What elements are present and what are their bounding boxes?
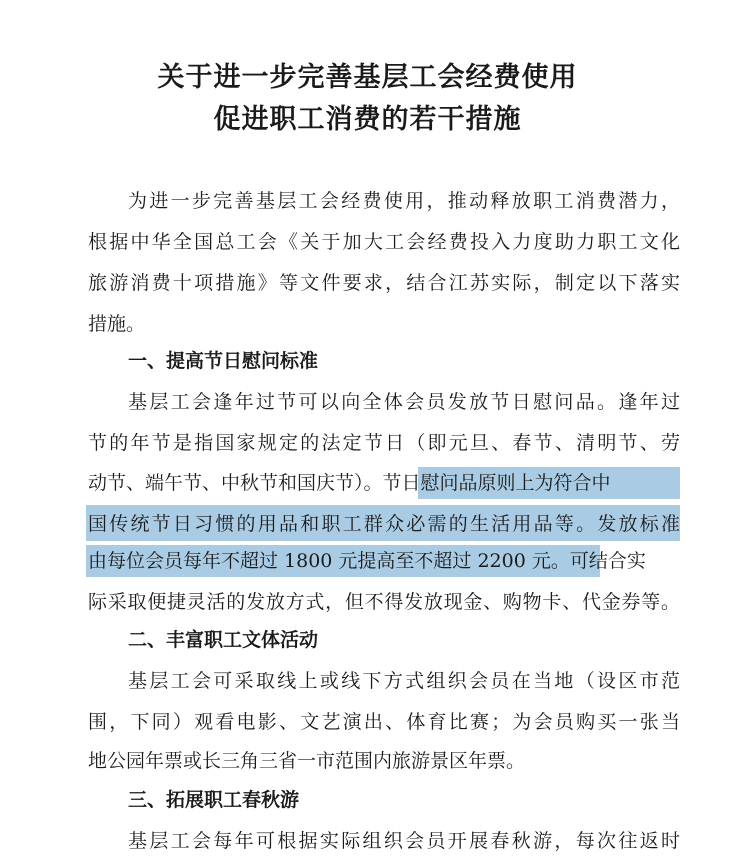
intro-line-2: 根据中华全国总工会《关于加大工会经费投入力度助力职工文化 <box>88 231 680 253</box>
section-1-line-3 <box>88 468 680 498</box>
section-1-line-1: 基层工会逢年过节可以向全体会员发放节日慰问品。逢年过 <box>128 391 680 413</box>
document-title-line-2: 促进职工消费的若干措施 <box>213 104 522 135</box>
section-1-line-5-plain: 可结合实 <box>569 550 646 572</box>
section-3-heading: 三、拓展职工春秋游 <box>128 789 300 811</box>
intro-line-4: 措施。 <box>88 313 146 335</box>
section-1-line-3-highlight: 节日慰问品原则上为符合中 <box>382 472 611 494</box>
section-3-line-1: 基层工会每年可根据实际组织会员开展春秋游，每次往返时 <box>128 830 680 852</box>
section-1-heading: 一、提高节日慰问标准 <box>128 350 319 372</box>
intro-line-1: 为进一步完善基层工会经费使用，推动释放职工消费潜力， <box>128 190 680 212</box>
section-1-line-5 <box>88 546 680 576</box>
section-1-line-5-highlight: 由每位会员每年不超过 1800 元提高至不超过 2200 元。 <box>88 550 570 572</box>
section-1-line-3-plain: 动节、端午节、中秋节和国庆节）。 <box>88 472 383 494</box>
section-1-line-6: 际采取便捷灵活的发放方式，但不得发放现金、购物卡、代金券等。 <box>88 591 680 613</box>
section-2-heading: 二、丰富职工文体活动 <box>128 629 319 651</box>
section-1-line-4: 国传统节日习惯的用品和职工群众必需的生活用品等。发放标准 <box>88 513 680 535</box>
section-2-line-2: 围，下同）观看电影、文艺演出、体育比赛；为会员购买一张当 <box>88 711 680 733</box>
section-2-line-1: 基层工会可采取线上或线下方式组织会员在当地（设区市范 <box>128 670 680 692</box>
section-1-line-2: 节的年节是指国家规定的法定节日（即元旦、春节、清明节、劳 <box>88 432 680 454</box>
section-2-line-3: 地公园年票或长三角三省一市范围内旅游景区年票。 <box>88 750 526 772</box>
intro-line-3: 旅游消费十项措施》等文件要求，结合江苏实际，制定以下落实 <box>88 272 680 294</box>
document-title-line-1: 关于进一步完善基层工会经费使用 <box>157 62 578 93</box>
